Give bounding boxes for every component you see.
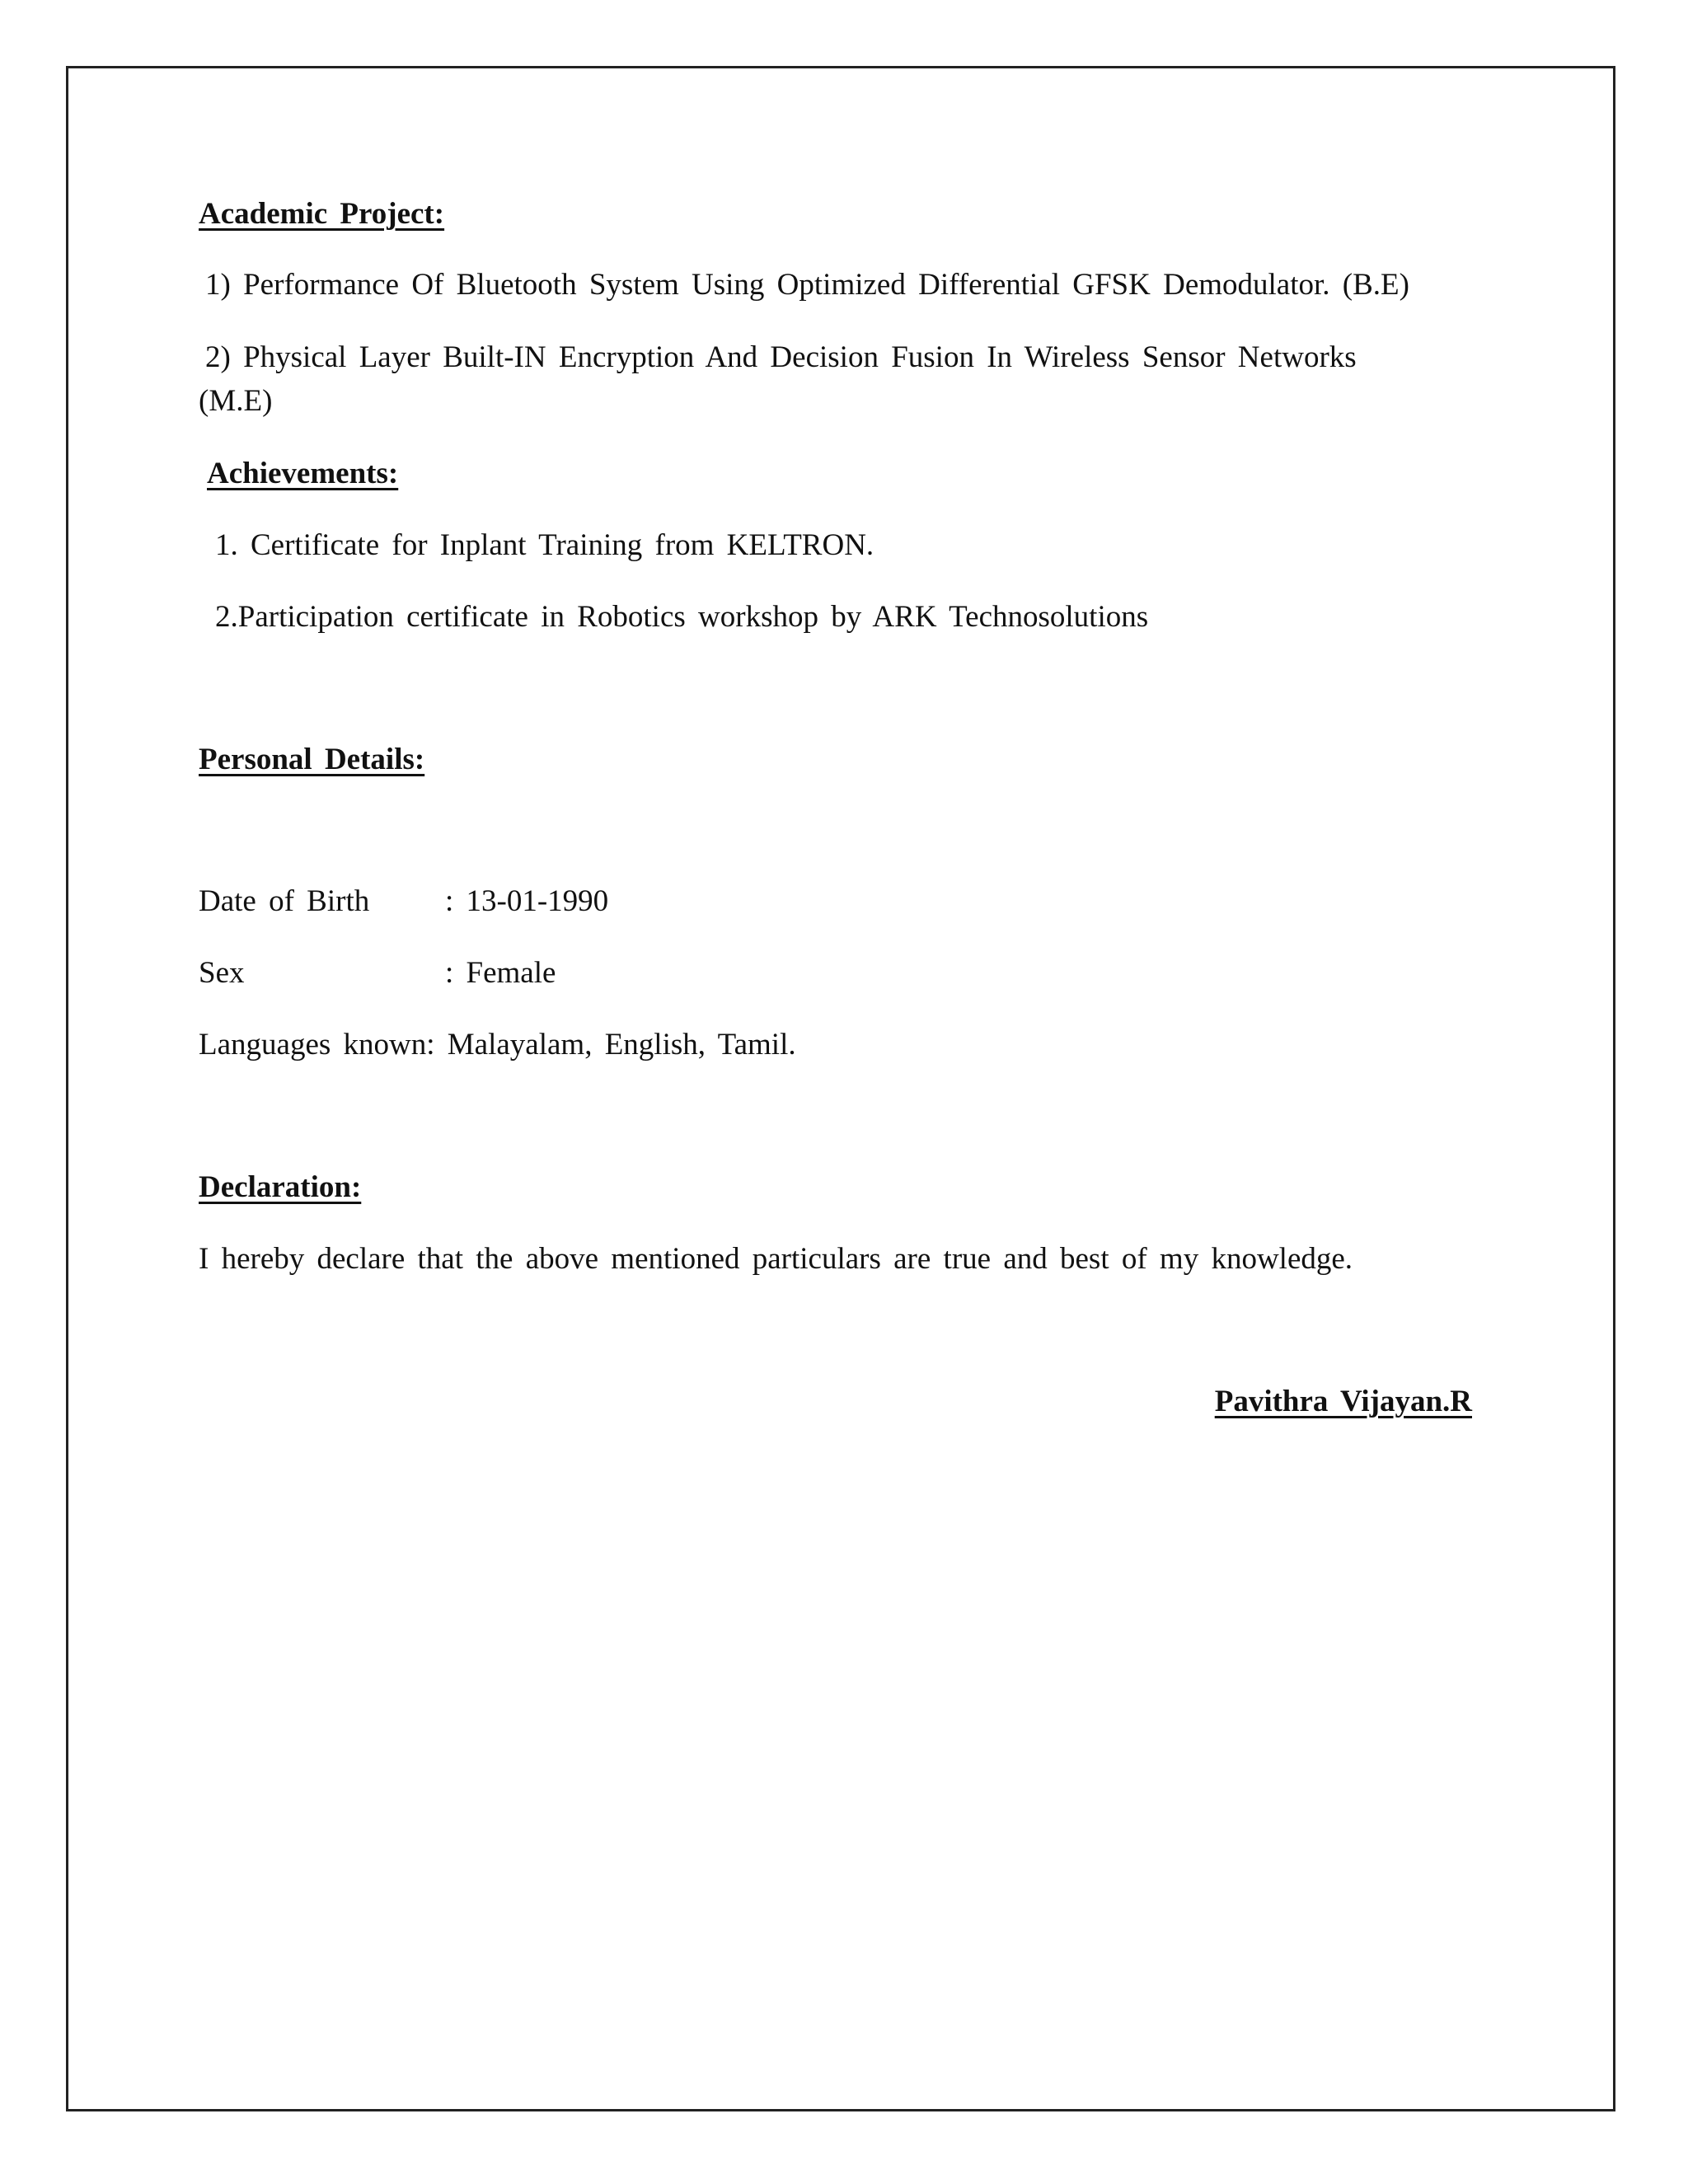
- sex-value: : Female: [445, 956, 556, 990]
- achievement-item-1: 1. Certificate for Inplant Training from KELTRON.: [215, 528, 874, 562]
- academic-project-item-2-continuation: (M.E): [199, 384, 273, 418]
- academic-project-item-1: 1) Performance Of Bluetooth System Using Optimized Differential GFSK Demodulator. (B.E): [205, 268, 1409, 302]
- declaration-heading: Declaration:: [199, 1170, 362, 1204]
- languages-known: Languages known: Malayalam, English, Tamil.: [199, 1028, 796, 1062]
- achievement-item-2: 2.Participation certificate in Robotics workshop by ARK Technosolutions: [215, 600, 1149, 634]
- declaration-text: I hereby declare that the above mentioned particulars are true and best of my knowledge.: [199, 1242, 1353, 1276]
- personal-details-heading: Personal Details:: [199, 743, 425, 776]
- sex-label: Sex: [199, 956, 245, 990]
- achievements-heading: Achievements:: [207, 457, 399, 490]
- academic-project-heading: Academic Project:: [199, 197, 445, 231]
- dob-label: Date of Birth: [199, 884, 370, 918]
- dob-value: : 13-01-1990: [445, 884, 609, 918]
- signature-name: Pavithra Vijayan.R: [1214, 1385, 1472, 1418]
- academic-project-item-2: 2) Physical Layer Built-IN Encryption And Decision Fusion In Wireless Sensor Networks: [205, 340, 1357, 374]
